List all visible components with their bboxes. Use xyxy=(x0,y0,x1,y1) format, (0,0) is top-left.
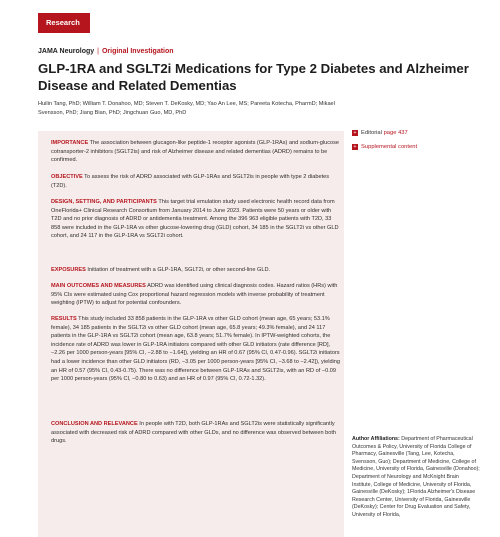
abstract-design xyxy=(51,198,341,241)
editorial-prefix: Editorial xyxy=(361,130,382,136)
editorial-icon: + xyxy=(353,130,357,136)
author-list: Huilin Tang, PhD; William T. Donahoo, MD; Steven T. DeKosky, MD; Yao An Lee, MS; Pareeta Kotecha, PharmD; Mikael Svensson, PhD; Jiang Bian, PhD; Jingchuan Guo, MD, PhD xyxy=(38,101,335,116)
supplemental-content-link[interactable]: Supplemental content xyxy=(361,144,418,150)
journal-name: JAMA Neurology xyxy=(38,48,95,55)
journal-line xyxy=(38,48,174,55)
abstract-text: This target trial emulation study used electronic health record data from OneFlorida+ Clinical Research Consortium from January 2014 to June 2023. Patients were 50 years or older with T2D and no prior diagnosis of ADRD or antidementia treatment. Among the 396 963 eligible patients with T2D, 33 858 were included in the GLP-1RA vs other glucose-lowering drug (GLD) cohort, 34 185 in the SGLT2i vs other GLD cohort, and 24 117 in the GLP-1RA vs SGLT2i cohort. xyxy=(51,199,339,240)
abstract-text: ADRD was identified using clinical diagnosis codes. Hazard ratios (HRs) with 95% CIs were estimated using Cox proportional hazard regression models with inverse probability of treatment weighting (IPTW) to adjust for potential confounders. xyxy=(51,283,338,307)
abstract-objective xyxy=(51,173,341,190)
abstract-label: EXPOSURES xyxy=(51,267,86,273)
abstract-exposures xyxy=(51,266,341,275)
abstract-label: RESULTS xyxy=(51,316,77,322)
supplemental-link[interactable] xyxy=(352,144,417,150)
affiliations-label: Author Affiliations: xyxy=(352,436,400,442)
affiliations-text: Department of Pharmaceutical Outcomes & Policy, University of Florida College of Pharmacy, Gainesville (Tang, Lee, Kotecha, Svensson, Guo); Department of Medicine, College of Medicine, University of Florida, Gainesville (Donahoo); Department of Neurology and McKnight Brain Institute, College of Medicine, University of Florida, Gainesville (DeKosky); 1Florida Alzheimer's Disease Research Center, University of Florida, Gainesville (DeKosky); Center for Drug Evaluation and Safety, University of Florida, xyxy=(352,436,480,518)
editorial-page-link[interactable]: page 437 xyxy=(383,130,408,136)
journal-separator: | xyxy=(97,48,99,55)
abstract-text: To assess the risk of ADRD associated with GLP-1RAs and SGLT2is in people with type 2 diabetes (T2D). xyxy=(51,174,330,189)
abstract-label: IMPORTANCE xyxy=(51,140,89,146)
abstract-box xyxy=(38,131,344,537)
editorial-link[interactable] xyxy=(352,130,408,136)
article-title: GLP-1RA and SGLT2i Medications for Type 2 Diabetes and Alzheimer Disease and Related Dementias xyxy=(38,61,469,93)
abstract-outcomes xyxy=(51,282,341,308)
abstract-text: This study included 33 858 patients in the GLP-1RA vs other GLD cohort (mean age, 65 years; 53.1% female), 34 185 patients in the SGLT2i vs other GLD cohort (mean age, 65.8 years; 49.3% female), and 24 117 patients in the GLP-1RA vs SGLT2i cohort (mean age, 63.8 years; 51.7% female). In IPTW-weighted cohorts, the incidence rate of ADRD was lower in GLP-1RA initiators compared with other GLD initiators (rate difference [RD], −2.26 per 1000 person-years [95% CI, −2.88 to −1.64]), yielding an HR of 0.67 (95% CI, 0.47-0.96). SGLT2i initiators had a lower incidence than other GLD initiators (RD, −3.05 per 1000 person-years [95% CI, −3.68 to −2.42]), yielding an HR of 0.57 (95% CI, 0.43-0.75). There was no difference between GLP-1RAs and SGLT2is, with an RD of −0.09 per 1000 person-years (95% CI, −0.80 to 0.63) and an HR of 0.97 (95% CI, 0.72-1.32). xyxy=(51,316,341,383)
abstract-label: MAIN OUTCOMES AND MEASURES xyxy=(51,283,146,289)
abstract-text: The association between glucagon-like peptide-1 receptor agonists (GLP-1RAs) and sodium-glucose cotransporter-2 inhibitors (SGLT2is) and risk of Alzheimer disease and related dementias (ADRD) remains to be confirmed. xyxy=(51,140,340,164)
abstract-label: OBJECTIVE xyxy=(51,174,83,180)
abstract-text: Initiation of treatment with a GLP-1RA, SGLT2i, or other second-line GLD. xyxy=(87,267,271,273)
abstract-importance xyxy=(51,139,341,165)
abstract-label: CONCLUSION AND RELEVANCE xyxy=(51,421,138,427)
supplemental-icon: + xyxy=(353,144,357,150)
category-tag: Research xyxy=(38,13,90,33)
abstract-conclusion xyxy=(51,420,341,446)
abstract-results xyxy=(51,315,341,384)
section-label: Original Investigation xyxy=(101,48,174,55)
author-affiliations xyxy=(352,436,480,520)
abstract-text: In people with T2D, both GLP-1RAs and SGLT2is were statistically significantly associated with decreased risk of ADRD compared with other GLDs, and no difference was observed between both drugs. xyxy=(51,421,337,445)
abstract-label: DESIGN, SETTING, AND PARTICIPANTS xyxy=(51,199,157,205)
